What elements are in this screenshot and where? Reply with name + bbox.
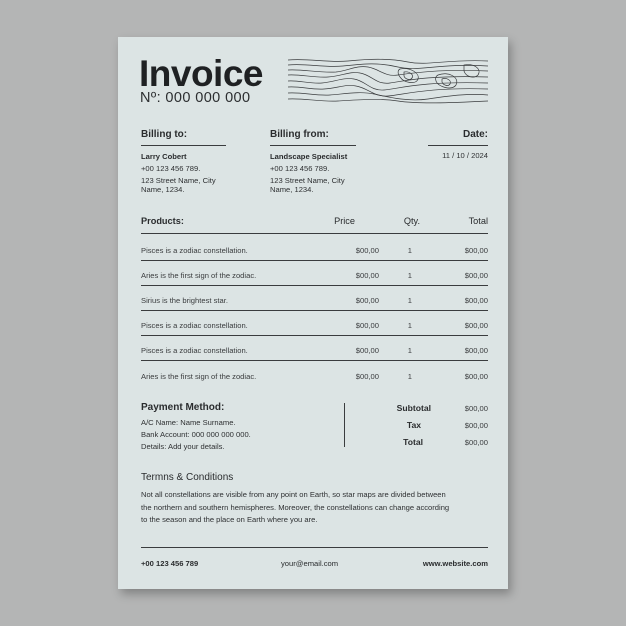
table-header-divider xyxy=(141,233,488,234)
billing-from-address-line1: 123 Street Name, City xyxy=(270,176,345,185)
row-qty: 1 xyxy=(407,321,412,330)
row-price: $00,00 xyxy=(355,271,379,280)
billing-from-phone: +00 123 456 789. xyxy=(270,164,330,173)
row-total: $00,00 xyxy=(464,246,488,255)
billing-to-address-line1: 123 Street Name, City xyxy=(141,176,216,185)
row-description: Pisces is a zodiac constellation. xyxy=(141,346,248,355)
row-total: $00,00 xyxy=(464,296,488,305)
billing-to-address-line2: Name, 1234. xyxy=(141,185,185,194)
row-description: Aries is the first sign of the zodiac. xyxy=(141,372,257,381)
subtotal-value: $00,00 xyxy=(464,404,488,413)
qty-header: Qty. xyxy=(403,216,420,226)
payment-method-label: Payment Method: xyxy=(141,402,225,413)
footer-divider xyxy=(141,547,488,548)
date-divider xyxy=(428,145,488,146)
footer-website: www.website.com xyxy=(422,559,488,568)
row-price: $00,00 xyxy=(355,346,379,355)
total-value: $00,00 xyxy=(464,438,488,447)
terms-title: Termns & Conditions xyxy=(141,472,234,483)
table-row xyxy=(141,311,488,336)
tax-value: $00,00 xyxy=(464,421,488,430)
table-row xyxy=(141,236,488,261)
billing-to-divider xyxy=(141,145,226,146)
billing-to-label: Billing to: xyxy=(141,129,188,140)
row-description: Pisces is a zodiac constellation. xyxy=(141,246,248,255)
row-divider xyxy=(141,360,488,361)
row-description: Aries is the first sign of the zodiac. xyxy=(141,271,257,280)
products-header: Products: xyxy=(141,216,184,226)
payment-summary-divider xyxy=(344,403,345,447)
payment-account-name: A/C Name: Name Surname. xyxy=(141,418,236,427)
table-row xyxy=(141,286,488,311)
payment-details: Details: Add your details. xyxy=(141,442,225,451)
row-price: $00,00 xyxy=(355,296,379,305)
row-total: $00,00 xyxy=(464,321,488,330)
total-label: Total xyxy=(403,437,423,447)
invoice-number: Nº: 000 000 000 xyxy=(140,90,251,106)
terms-line-2: the northern and southern hemispheres. Moreover, the constellations can change according xyxy=(141,503,450,512)
footer-email: your@email.com xyxy=(281,559,339,568)
row-description: Sirius is the brightest star. xyxy=(141,296,228,305)
subtotal-label: Subtotal xyxy=(396,403,431,413)
price-header: Price xyxy=(334,216,355,226)
row-price: $00,00 xyxy=(355,246,379,255)
date-label: Date: xyxy=(462,129,488,140)
billing-to-name: Larry Cobert xyxy=(141,152,187,161)
footer-phone: +00 123 456 789 xyxy=(141,559,199,568)
billing-from-divider xyxy=(270,145,356,146)
row-qty: 1 xyxy=(407,346,412,355)
invoice-title: Invoice xyxy=(139,53,263,94)
row-qty: 1 xyxy=(407,372,412,381)
invoice-page xyxy=(118,37,508,589)
total-header: Total xyxy=(468,216,488,226)
topographic-lines-decoration xyxy=(288,57,488,105)
row-price: $00,00 xyxy=(355,321,379,330)
billing-from-address-line2: Name, 1234. xyxy=(270,185,314,194)
table-row xyxy=(141,362,488,387)
date-value: 11 / 10 / 2024 xyxy=(442,151,488,160)
billing-from-name: Landscape Specialist xyxy=(270,152,348,161)
row-qty: 1 xyxy=(407,271,412,280)
terms-line-3: to the season and the place on Earth where you are. xyxy=(141,515,318,524)
tax-label: Tax xyxy=(406,420,421,430)
terms-line-1: Not all constellations are visible from any point on Earth, so star maps are divided between xyxy=(141,490,446,499)
row-price: $00,00 xyxy=(355,372,379,381)
billing-to-phone: +00 123 456 789. xyxy=(141,164,201,173)
row-description: Pisces is a zodiac constellation. xyxy=(141,321,248,330)
row-qty: 1 xyxy=(407,296,412,305)
row-total: $00,00 xyxy=(464,372,488,381)
payment-bank-account: Bank Account: 000 000 000 000. xyxy=(141,430,251,439)
billing-from-label: Billing from: xyxy=(270,129,329,140)
row-qty: 1 xyxy=(407,246,412,255)
table-row xyxy=(141,261,488,286)
row-total: $00,00 xyxy=(464,271,488,280)
table-row xyxy=(141,336,488,361)
row-total: $00,00 xyxy=(464,346,488,355)
